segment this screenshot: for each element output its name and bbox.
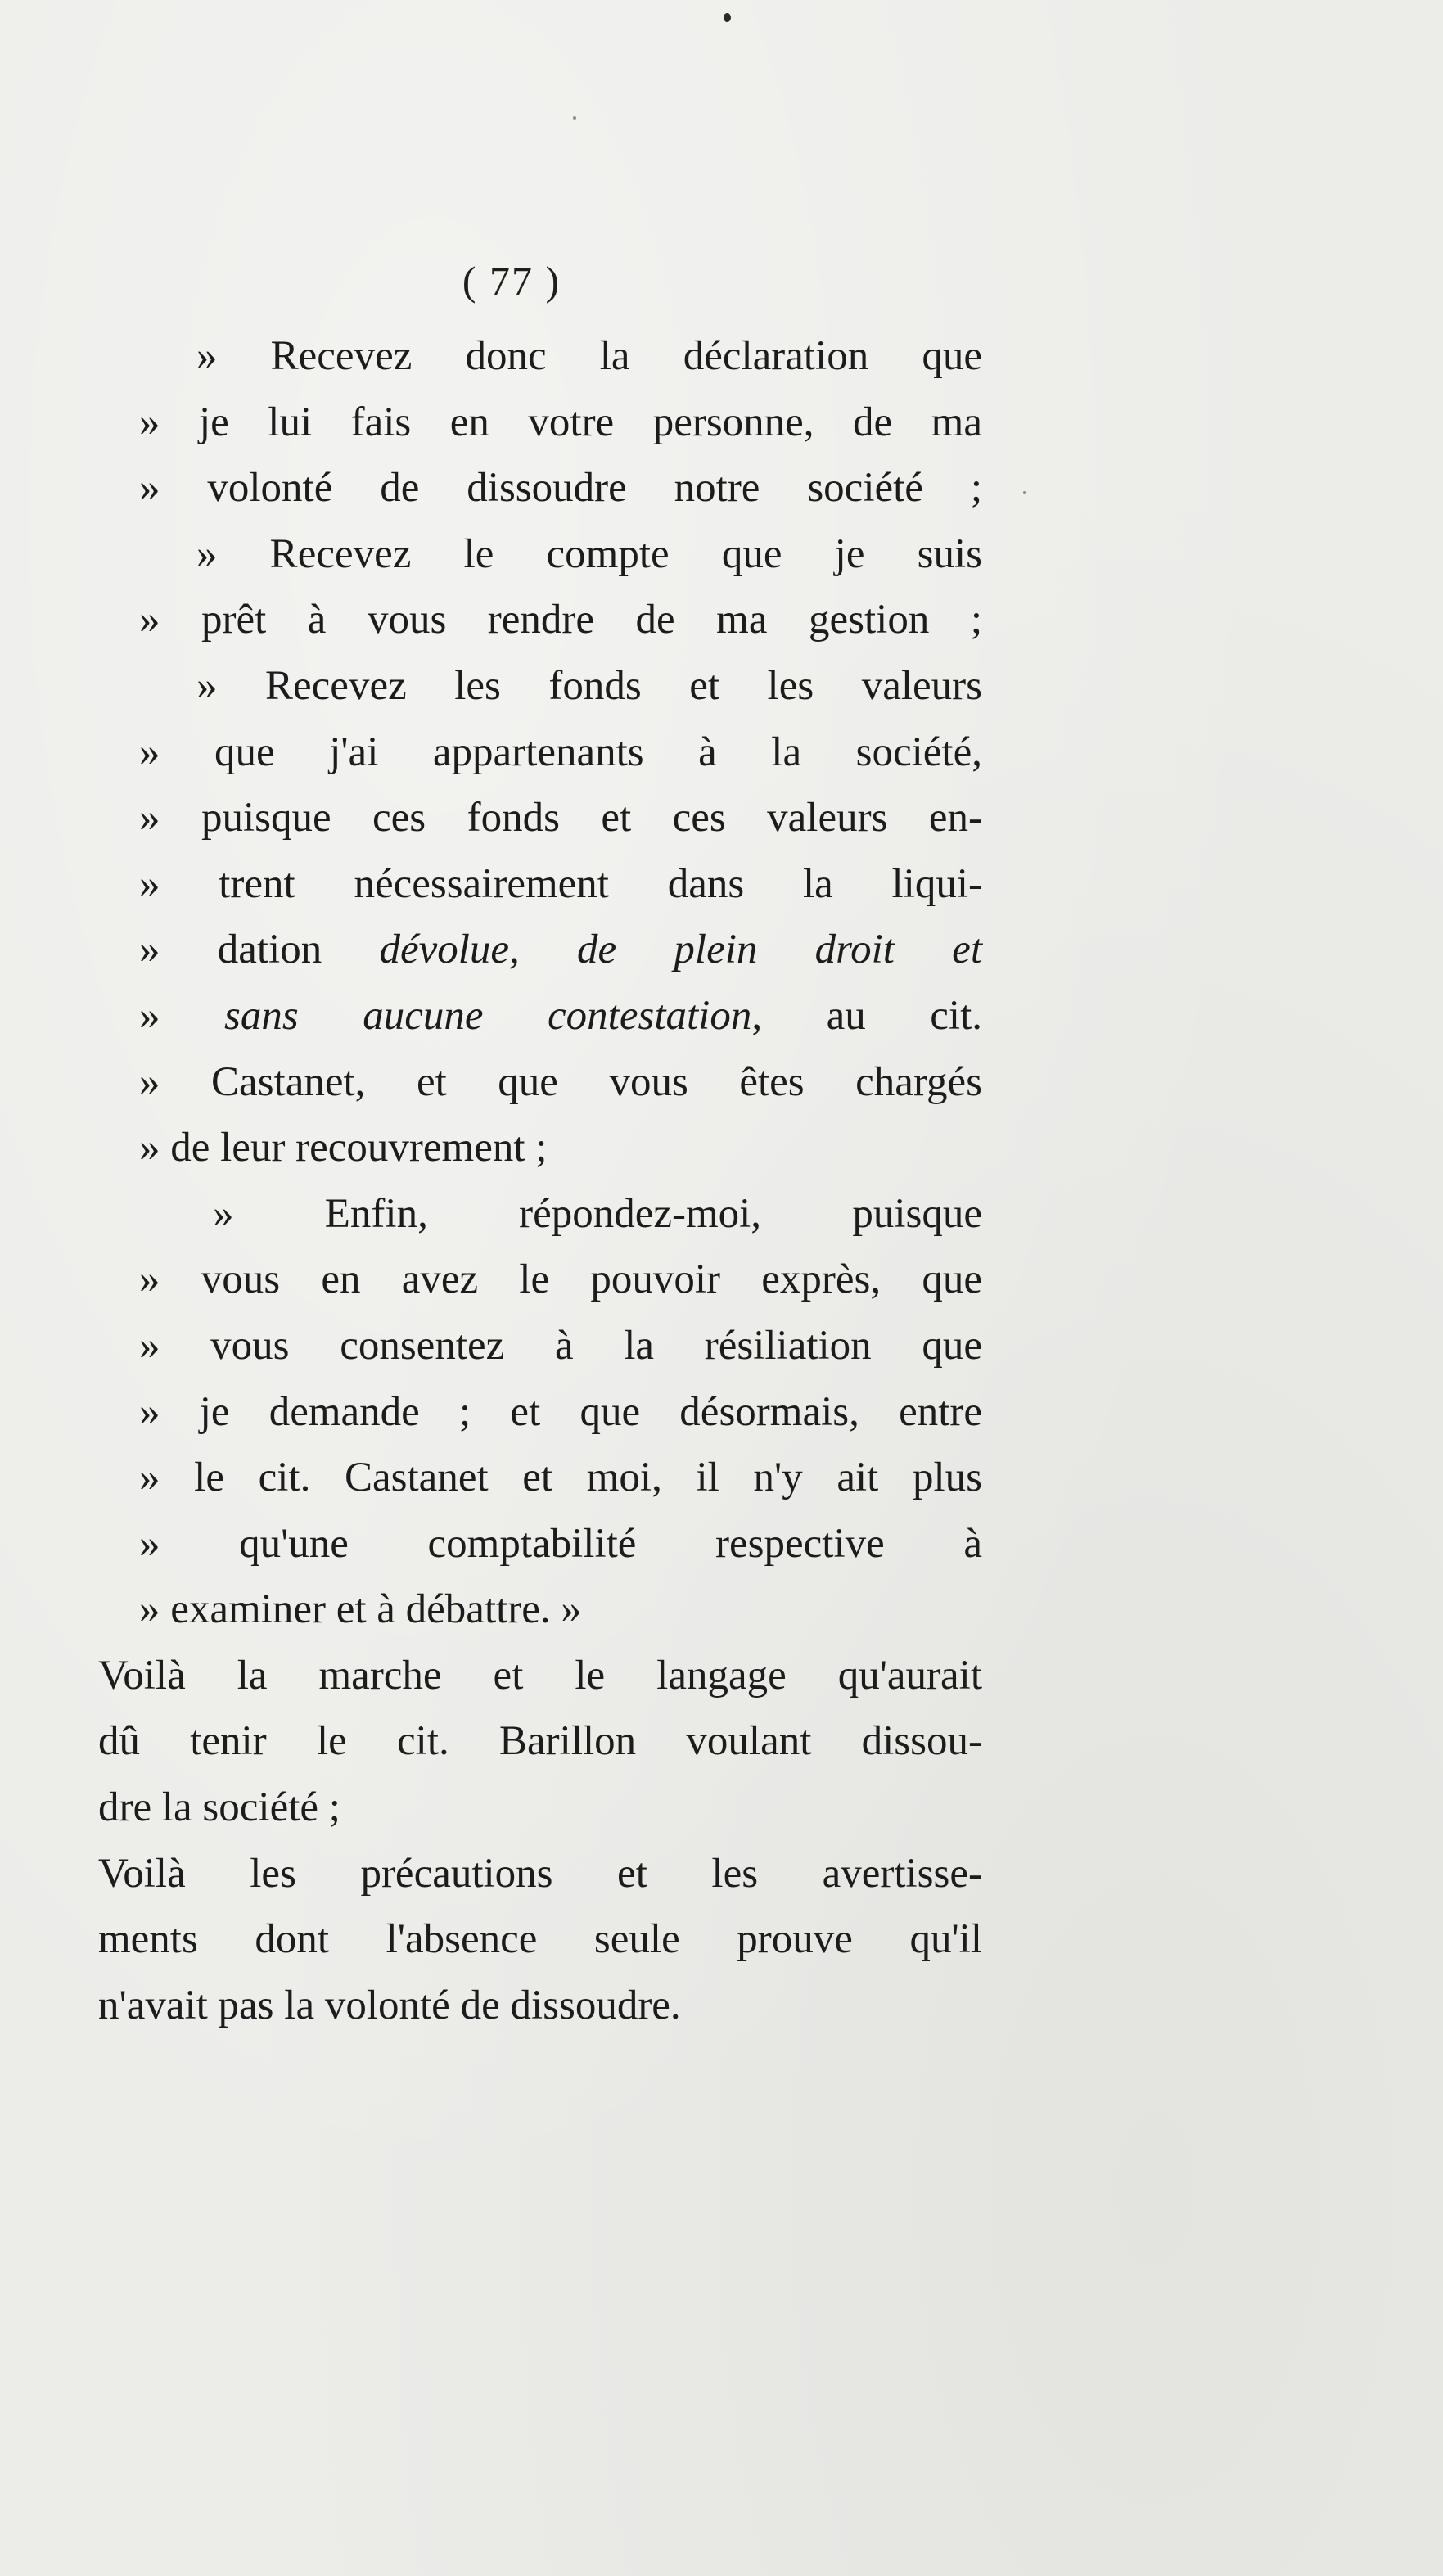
italic-text: dévolue, de plein droit et (379, 927, 982, 973)
text-line (98, 1115, 982, 1181)
text-line (98, 1049, 982, 1116)
text-line (98, 1643, 982, 1709)
text-line (98, 1841, 982, 1907)
text-line (98, 785, 982, 851)
text-line (98, 1181, 982, 1247)
text-run: » vous en avez le pouvoir exprès, que (139, 1256, 982, 1303)
ink-speck (573, 116, 576, 120)
text-run: n'avait pas la volonté de dissoudre. (98, 1982, 681, 2028)
text-run: » puisque ces fonds et ces valeurs en- (139, 795, 982, 841)
page-number: ( 77 ) (462, 258, 561, 304)
text-run: » Enfin, répondez-moi, puisque (213, 1190, 982, 1237)
text-run: » Recevez donc la déclaration que (196, 333, 982, 379)
body-text (98, 323, 982, 2038)
text-run: » je lui fais en votre personne, de ma (139, 399, 982, 445)
text-run: » (139, 992, 225, 1039)
text-run: » vous consentez à la résiliation que (139, 1322, 982, 1369)
text-run: » Castanet, et que vous êtes chargés (139, 1058, 982, 1105)
text-line (98, 851, 982, 918)
text-line (98, 1906, 982, 1973)
text-line (98, 653, 982, 720)
text-run: , au cit. (751, 992, 982, 1039)
text-run: Voilà la marche et le langage qu'aurait (98, 1652, 982, 1699)
text-line (98, 323, 982, 390)
text-run: » trent nécessairement dans la liqui- (139, 860, 982, 907)
text-run: dre la société ; (98, 1784, 340, 1831)
text-line (98, 1775, 982, 1841)
text-run: » de leur recouvrement ; (139, 1125, 548, 1171)
text-run: » dation (139, 927, 380, 973)
text-line (98, 720, 982, 786)
text-run: » Recevez le compte que je suis (196, 530, 982, 577)
text-run: » je demande ; et que désormais, entre (139, 1388, 982, 1435)
text-run: » Recevez les fonds et les valeurs (196, 662, 982, 709)
text-run: Voilà les précautions et les avertisse- (98, 1850, 982, 1897)
text-line (98, 1445, 982, 1511)
text-line (98, 983, 982, 1049)
text-line (98, 1379, 982, 1446)
text-run: » que j'ai appartenants à la société, (139, 729, 982, 775)
text-run: » volonté de dissoudre notre société ; (139, 465, 982, 512)
text-run: » le cit. Castanet et moi, il n'y ait plus (139, 1455, 982, 1501)
text-line (98, 521, 982, 588)
text-line (98, 587, 982, 653)
ink-speck (1023, 491, 1026, 494)
text-run: dû tenir le cit. Barillon voulant dissou- (98, 1718, 982, 1765)
text-line (98, 917, 982, 983)
text-line (98, 1511, 982, 1577)
text-line (98, 1247, 982, 1313)
text-run: » examiner et à débattre. » (139, 1586, 582, 1633)
text-line (98, 1577, 982, 1643)
text-line (98, 1313, 982, 1379)
text-line (98, 1708, 982, 1775)
text-run: » qu'une comptabilité respective à (139, 1520, 982, 1567)
text-line (98, 455, 982, 521)
text-line (98, 390, 982, 456)
text-line (98, 1973, 982, 2039)
text-run: ments dont l'absence seule prouve qu'il (98, 1916, 982, 1963)
text-run: » prêt à vous rendre de ma gestion ; (139, 597, 982, 643)
italic-text: sans aucune contestation (224, 992, 752, 1039)
ink-speck (724, 13, 731, 22)
